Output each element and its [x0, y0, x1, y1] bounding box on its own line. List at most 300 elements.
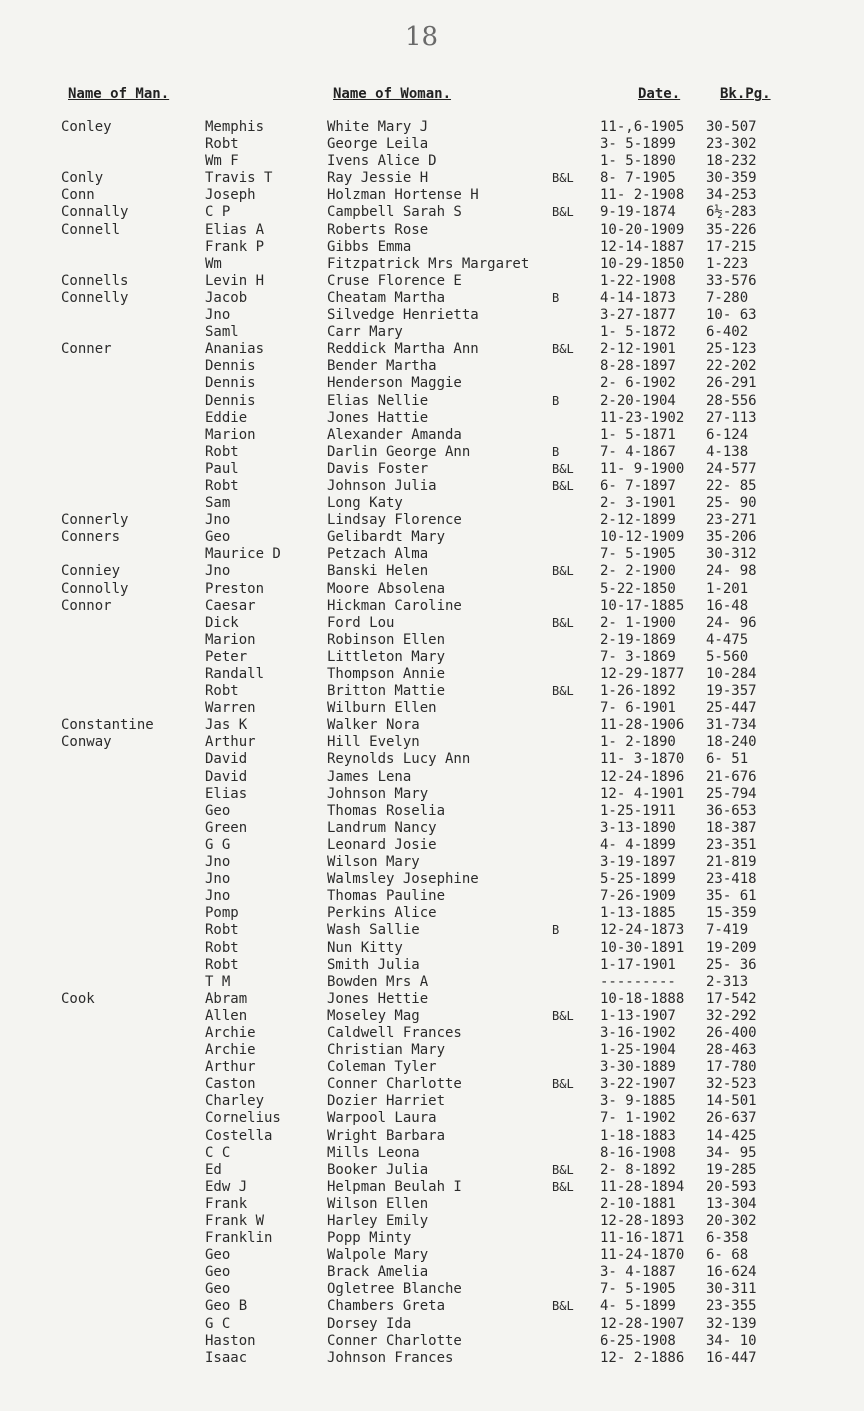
groom-given-name: Geo: [205, 529, 231, 546]
record-row: [0, 512, 864, 529]
marriage-date: 3-13-1890: [600, 819, 676, 836]
bride-name: Cruse Florence E: [327, 272, 462, 289]
marriage-date: 12-28-1893: [600, 1213, 685, 1229]
record-row: [0, 734, 864, 751]
bride-name: Ray Jessie H: [327, 170, 429, 187]
header-date: Date.: [638, 86, 681, 102]
book-page: 4-138: [706, 443, 749, 460]
book-page: 6- 51: [706, 751, 749, 768]
book-page: 33-576: [706, 272, 757, 289]
bride-name: Jones Hattie: [327, 409, 429, 426]
book-page: 6- 68: [706, 1247, 749, 1264]
bride-name: Wilburn Ellen: [327, 700, 437, 717]
groom-given-name: Allen: [205, 1007, 248, 1024]
groom-given-name: Dennis: [205, 392, 256, 409]
book-page: 25-123: [706, 341, 757, 358]
book-page: 36-653: [706, 802, 757, 819]
book-page: 1-201: [706, 580, 749, 597]
book-page: 19-209: [706, 939, 757, 956]
record-row: [0, 1145, 864, 1162]
groom-surname: Conners: [61, 529, 121, 546]
groom-given-name: Warren: [205, 700, 256, 717]
book-page: 16-624: [706, 1264, 757, 1281]
book-page: 28-463: [706, 1042, 757, 1059]
marriage-date: 5-25-1899: [600, 871, 676, 888]
book-page: 21-676: [706, 768, 757, 785]
marriage-date: 2-12-1899: [600, 512, 676, 529]
book-page: 6½-283: [706, 204, 757, 221]
groom-surname: Conway: [61, 734, 112, 751]
marriage-date: 7- 5-1905: [600, 546, 676, 563]
groom-given-name: Ed: [205, 1161, 222, 1178]
book-page: 22- 85: [706, 477, 757, 494]
marriage-date: 6- 7-1897: [600, 477, 676, 494]
record-row: [0, 751, 864, 768]
groom-given-name: Robt: [205, 136, 239, 153]
groom-given-name: Elias: [205, 785, 248, 802]
record-row: [0, 1008, 864, 1025]
marriage-date: 1- 5-1871: [600, 426, 676, 443]
bride-name: Popp Minty: [327, 1230, 412, 1247]
license-note: B&L: [552, 684, 574, 699]
groom-given-name: Joseph: [205, 187, 256, 204]
bride-name: Johnson Julia: [327, 477, 437, 494]
book-page: 13-304: [706, 1195, 757, 1212]
book-page: 31-734: [706, 717, 757, 734]
marriage-date: 11-,6-1905: [600, 119, 685, 135]
bride-name: Holzman Hortense H: [327, 187, 479, 204]
bride-name: Chambers Greta: [327, 1298, 446, 1315]
record-row: [0, 1230, 864, 1247]
marriage-date: 7- 3-1869: [600, 648, 676, 665]
groom-surname: Cook: [61, 990, 95, 1007]
bride-name: Bender Martha: [327, 358, 437, 375]
record-row: [0, 529, 864, 546]
bride-name: Banski Helen: [327, 563, 429, 580]
marriage-date: 7- 1-1902: [600, 1110, 676, 1127]
groom-given-name: Wm: [205, 255, 222, 272]
record-row: [0, 307, 864, 324]
bride-name: Christian Mary: [327, 1042, 446, 1059]
groom-given-name: Haston: [205, 1332, 256, 1349]
bride-name: Reynolds Lucy Ann: [327, 751, 471, 768]
license-note: B&L: [552, 171, 574, 186]
header-name-of-man: Name of Man.: [68, 86, 170, 102]
bride-name: Smith Julia: [327, 956, 420, 973]
groom-given-name: Jno: [205, 307, 231, 324]
groom-surname: Connolly: [61, 580, 129, 597]
bride-name: Reddick Martha Ann: [327, 341, 479, 358]
groom-given-name: Jno: [205, 563, 231, 580]
license-note: B: [552, 393, 560, 408]
book-page: 35-206: [706, 529, 757, 546]
record-row: [0, 974, 864, 991]
groom-given-name: Isaac: [205, 1349, 248, 1366]
marriage-date: 7-26-1909: [600, 888, 676, 905]
groom-given-name: Robt: [205, 939, 239, 956]
column-headers: [0, 86, 864, 108]
book-page: 10- 63: [706, 307, 757, 324]
book-page: 22-202: [706, 358, 757, 375]
bride-name: Nun Kitty: [327, 939, 403, 956]
record-row: [0, 393, 864, 410]
record-row: [0, 273, 864, 290]
bride-name: Ford Lou: [327, 614, 395, 631]
bride-name: Campbell Sarah S: [327, 204, 462, 221]
record-row: [0, 1162, 864, 1179]
book-page: 6-402: [706, 324, 749, 341]
groom-given-name: Marion: [205, 426, 256, 443]
book-page: 24-577: [706, 460, 757, 477]
record-row: [0, 1298, 864, 1315]
marriage-date: 3- 5-1899: [600, 136, 676, 153]
book-page: 23-351: [706, 836, 757, 853]
book-page: 32-139: [706, 1315, 757, 1332]
book-page: 4-475: [706, 631, 749, 648]
record-row: [0, 290, 864, 307]
bride-name: Booker Julia: [327, 1161, 429, 1178]
marriage-date: 3-19-1897: [600, 854, 676, 871]
bride-name: Leonard Josie: [327, 836, 437, 853]
record-row: [0, 683, 864, 700]
groom-given-name: Preston: [205, 580, 265, 597]
marriage-date: 12-14-1887: [600, 238, 685, 255]
marriage-date: 10-29-1850: [600, 255, 685, 272]
groom-given-name: Geo: [205, 1247, 231, 1264]
marriage-date: 2- 6-1902: [600, 375, 676, 392]
groom-given-name: David: [205, 768, 248, 785]
record-row: [0, 478, 864, 495]
marriage-date: 11-24-1870: [600, 1247, 685, 1264]
marriage-date: 7- 5-1905: [600, 1281, 676, 1298]
bride-name: Wilson Ellen: [327, 1195, 429, 1212]
book-page: 17-542: [706, 990, 757, 1007]
groom-given-name: Cornelius: [205, 1110, 281, 1127]
book-page: 17-780: [706, 1059, 757, 1076]
groom-surname: Conly: [61, 170, 104, 187]
marriage-date: 12-28-1907: [600, 1315, 685, 1332]
bride-name: Johnson Frances: [327, 1349, 454, 1366]
bride-name: Petzach Alma: [327, 546, 429, 563]
marriage-date: 11-28-1906: [600, 717, 685, 734]
bride-name: Walpole Mary: [327, 1247, 429, 1264]
groom-given-name: Memphis: [205, 119, 265, 135]
bride-name: Long Katy: [327, 495, 403, 512]
record-row: [0, 820, 864, 837]
book-page: 26-291: [706, 375, 757, 392]
bride-name: Carr Mary: [327, 324, 403, 341]
bride-name: Harley Emily: [327, 1213, 429, 1229]
record-row: [0, 1093, 864, 1110]
groom-given-name: Dick: [205, 614, 239, 631]
record-row: [0, 444, 864, 461]
marriage-date: 10-18-1888: [600, 990, 685, 1007]
groom-given-name: Jno: [205, 512, 231, 529]
groom-given-name: Edw J: [205, 1178, 248, 1195]
book-page: 7-280: [706, 289, 749, 306]
record-row: [0, 1076, 864, 1093]
groom-given-name: Geo: [205, 1281, 231, 1298]
record-row: [0, 546, 864, 563]
groom-given-name: Charley: [205, 1093, 265, 1110]
bride-name: Darlin George Ann: [327, 443, 471, 460]
groom-surname: Constantine: [61, 717, 154, 734]
marriage-date: 8-16-1908: [600, 1144, 676, 1161]
groom-given-name: Caesar: [205, 597, 256, 614]
marriage-date: 11-16-1871: [600, 1230, 685, 1247]
record-row: [0, 153, 864, 170]
groom-surname: Conn: [61, 187, 95, 204]
record-row: [0, 1059, 864, 1076]
book-page: 6-358: [706, 1230, 749, 1247]
book-page: 18-232: [706, 153, 757, 170]
record-row: [0, 581, 864, 598]
book-page: 27-113: [706, 409, 757, 426]
record-row: [0, 341, 864, 358]
groom-given-name: Archie: [205, 1024, 256, 1041]
book-page: 34- 10: [706, 1332, 757, 1349]
groom-surname: Connally: [61, 204, 129, 221]
marriage-date: 9-19-1874: [600, 204, 676, 221]
marriage-date: 1-25-1911: [600, 802, 676, 819]
marriage-date: 11- 2-1908: [600, 187, 685, 204]
bride-name: Dorsey Ida: [327, 1315, 412, 1332]
groom-given-name: Arthur: [205, 734, 256, 751]
record-row: [0, 324, 864, 341]
marriage-date: 12- 4-1901: [600, 785, 685, 802]
license-note: B: [552, 923, 560, 938]
groom-surname: Connor: [61, 597, 112, 614]
license-note: B&L: [552, 1179, 574, 1194]
marriage-date: 5-22-1850: [600, 580, 676, 597]
groom-given-name: G C: [205, 1315, 231, 1332]
groom-given-name: Jacob: [205, 289, 248, 306]
marriage-date: 1-22-1908: [600, 272, 676, 289]
record-row: [0, 1350, 864, 1367]
groom-given-name: Robt: [205, 477, 239, 494]
bride-name: George Leila: [327, 136, 429, 153]
groom-given-name: Ananias: [205, 341, 265, 358]
record-row: [0, 922, 864, 939]
bride-name: Wright Barbara: [327, 1127, 446, 1144]
record-row: [0, 786, 864, 803]
book-page: 26-637: [706, 1110, 757, 1127]
marriage-date: 1-25-1904: [600, 1042, 676, 1059]
bride-name: James Lena: [327, 768, 412, 785]
bride-name: Bowden Mrs A: [327, 973, 429, 990]
marriage-date: 3- 9-1885: [600, 1093, 676, 1110]
bride-name: Dozier Harriet: [327, 1093, 446, 1110]
groom-given-name: C C: [205, 1144, 231, 1161]
marriage-date: 2-20-1904: [600, 392, 676, 409]
groom-given-name: Saml: [205, 324, 239, 341]
record-row: [0, 666, 864, 683]
record-row: [0, 1110, 864, 1127]
groom-surname: Connells: [61, 272, 129, 289]
bride-name: Alexander Amanda: [327, 426, 462, 443]
bride-name: Britton Mattie: [327, 683, 446, 700]
groom-given-name: T M: [205, 973, 231, 990]
book-page: 30-507: [706, 119, 757, 135]
record-row: [0, 991, 864, 1008]
book-page: 21-819: [706, 854, 757, 871]
book-page: 14-501: [706, 1093, 757, 1110]
license-note: B&L: [552, 342, 574, 357]
book-page: 5-560: [706, 648, 749, 665]
groom-given-name: Dennis: [205, 375, 256, 392]
marriage-date: 2- 3-1901: [600, 495, 676, 512]
book-page: 17-215: [706, 238, 757, 255]
book-page: 34-253: [706, 187, 757, 204]
bride-name: Thompson Annie: [327, 666, 446, 682]
marriage-date: 11- 3-1870: [600, 751, 685, 768]
license-note: B: [552, 444, 560, 459]
bride-name: Helpman Beulah I: [327, 1178, 462, 1195]
bride-name: Gelibardt Mary: [327, 529, 446, 546]
record-row: [0, 700, 864, 717]
record-row: [0, 170, 864, 187]
record-row: [0, 204, 864, 221]
book-page: 25- 90: [706, 495, 757, 512]
record-row: [0, 940, 864, 957]
groom-given-name: Dennis: [205, 358, 256, 375]
record-row: [0, 1247, 864, 1264]
record-row: [0, 615, 864, 632]
bride-name: Hill Evelyn: [327, 734, 420, 751]
groom-given-name: Paul: [205, 460, 239, 477]
bride-name: Conner Charlotte: [327, 1332, 462, 1349]
marriage-date: 2-10-1881: [600, 1195, 676, 1212]
groom-surname: Conniey: [61, 563, 121, 580]
record-row: [0, 187, 864, 204]
groom-given-name: David: [205, 751, 248, 768]
book-page: 30-312: [706, 546, 757, 563]
record-row: [0, 427, 864, 444]
book-page: 2-313: [706, 973, 749, 990]
bride-name: Wilson Mary: [327, 854, 420, 871]
bride-name: Roberts Rose: [327, 221, 429, 238]
marriage-date: 10-12-1909: [600, 529, 685, 546]
marriage-date: 12-29-1877: [600, 666, 685, 682]
bride-name: Davis Foster: [327, 460, 429, 477]
license-note: B&L: [552, 615, 574, 630]
marriage-date: 1- 5-1890: [600, 153, 676, 170]
record-row: [0, 375, 864, 392]
record-row: [0, 410, 864, 427]
marriage-date: 3- 4-1887: [600, 1264, 676, 1281]
groom-given-name: Jno: [205, 871, 231, 888]
marriage-date: 10-30-1891: [600, 939, 685, 956]
bride-name: Henderson Maggie: [327, 375, 462, 392]
groom-given-name: Robt: [205, 956, 239, 973]
record-row: [0, 1196, 864, 1213]
groom-given-name: Archie: [205, 1042, 256, 1059]
bride-name: Cheatam Martha: [327, 289, 446, 306]
groom-given-name: Peter: [205, 648, 248, 665]
bride-name: Walker Nora: [327, 717, 420, 734]
groom-given-name: Levin H: [205, 272, 265, 289]
header-name-of-woman: Name of Woman.: [333, 86, 452, 102]
marriage-date: 11-23-1902: [600, 409, 685, 426]
header-book-page: Bk.Pg.: [720, 86, 771, 102]
marriage-date: 3-30-1889: [600, 1059, 676, 1076]
record-row: [0, 598, 864, 615]
groom-given-name: Robt: [205, 922, 239, 939]
bride-name: Mills Leona: [327, 1144, 420, 1161]
marriage-date: 1- 2-1890: [600, 734, 676, 751]
bride-name: Warpool Laura: [327, 1110, 437, 1127]
bride-name: Ogletree Blanche: [327, 1281, 462, 1298]
groom-surname: Conner: [61, 341, 112, 358]
bride-name: Elias Nellie: [327, 392, 429, 409]
book-page: 19-285: [706, 1161, 757, 1178]
marriage-date: 11- 9-1900: [600, 460, 685, 477]
bride-name: Johnson Mary: [327, 785, 429, 802]
bride-name: Jones Hettie: [327, 990, 429, 1007]
marriage-date: 7- 6-1901: [600, 700, 676, 717]
groom-given-name: Frank P: [205, 238, 265, 255]
marriage-date: 8- 7-1905: [600, 170, 676, 187]
groom-given-name: Maurice D: [205, 546, 281, 563]
bride-name: Hickman Caroline: [327, 597, 462, 614]
book-page: 25- 36: [706, 956, 757, 973]
book-page: 20-302: [706, 1213, 757, 1229]
groom-given-name: Sam: [205, 495, 231, 512]
record-row: [0, 1264, 864, 1281]
book-page: 26-400: [706, 1024, 757, 1041]
marriage-date: 8-28-1897: [600, 358, 676, 375]
bride-name: Thomas Roselia: [327, 802, 446, 819]
groom-given-name: Jno: [205, 888, 231, 905]
record-row: [0, 1213, 864, 1230]
marriage-date: 7- 4-1867: [600, 443, 676, 460]
book-page: 23-302: [706, 136, 757, 153]
bride-name: Coleman Tyler: [327, 1059, 437, 1076]
book-page: 7-419: [706, 922, 749, 939]
groom-given-name: Pomp: [205, 905, 239, 922]
bride-name: White Mary J: [327, 119, 429, 135]
marriage-date: 2-12-1901: [600, 341, 676, 358]
book-page: 14-425: [706, 1127, 757, 1144]
marriage-date: 1-17-1901: [600, 956, 676, 973]
license-note: B&L: [552, 1077, 574, 1092]
bride-name: Moseley Mag: [327, 1007, 420, 1024]
groom-given-name: Costella: [205, 1127, 273, 1144]
book-page: 23-418: [706, 871, 757, 888]
marriage-date: 11-28-1894: [600, 1178, 685, 1195]
groom-given-name: Jno: [205, 854, 231, 871]
marriage-date: 12- 2-1886: [600, 1349, 685, 1366]
book-page: 30-359: [706, 170, 757, 187]
book-page: 32-292: [706, 1007, 757, 1024]
book-page: 19-357: [706, 683, 757, 700]
record-row: [0, 649, 864, 666]
bride-name: Perkins Alice: [327, 905, 437, 922]
bride-name: Ivens Alice D: [327, 153, 437, 170]
book-page: 18-387: [706, 819, 757, 836]
groom-given-name: Caston: [205, 1076, 256, 1093]
license-note: B&L: [552, 564, 574, 579]
bride-name: Gibbs Emma: [327, 238, 412, 255]
groom-given-name: Wm F: [205, 153, 239, 170]
marriage-date: 6-25-1908: [600, 1332, 676, 1349]
groom-given-name: Marion: [205, 631, 256, 648]
bride-name: Wash Sallie: [327, 922, 420, 939]
record-row: [0, 563, 864, 580]
record-row: [0, 803, 864, 820]
book-page: 18-240: [706, 734, 757, 751]
marriage-date: 4-14-1873: [600, 289, 676, 306]
